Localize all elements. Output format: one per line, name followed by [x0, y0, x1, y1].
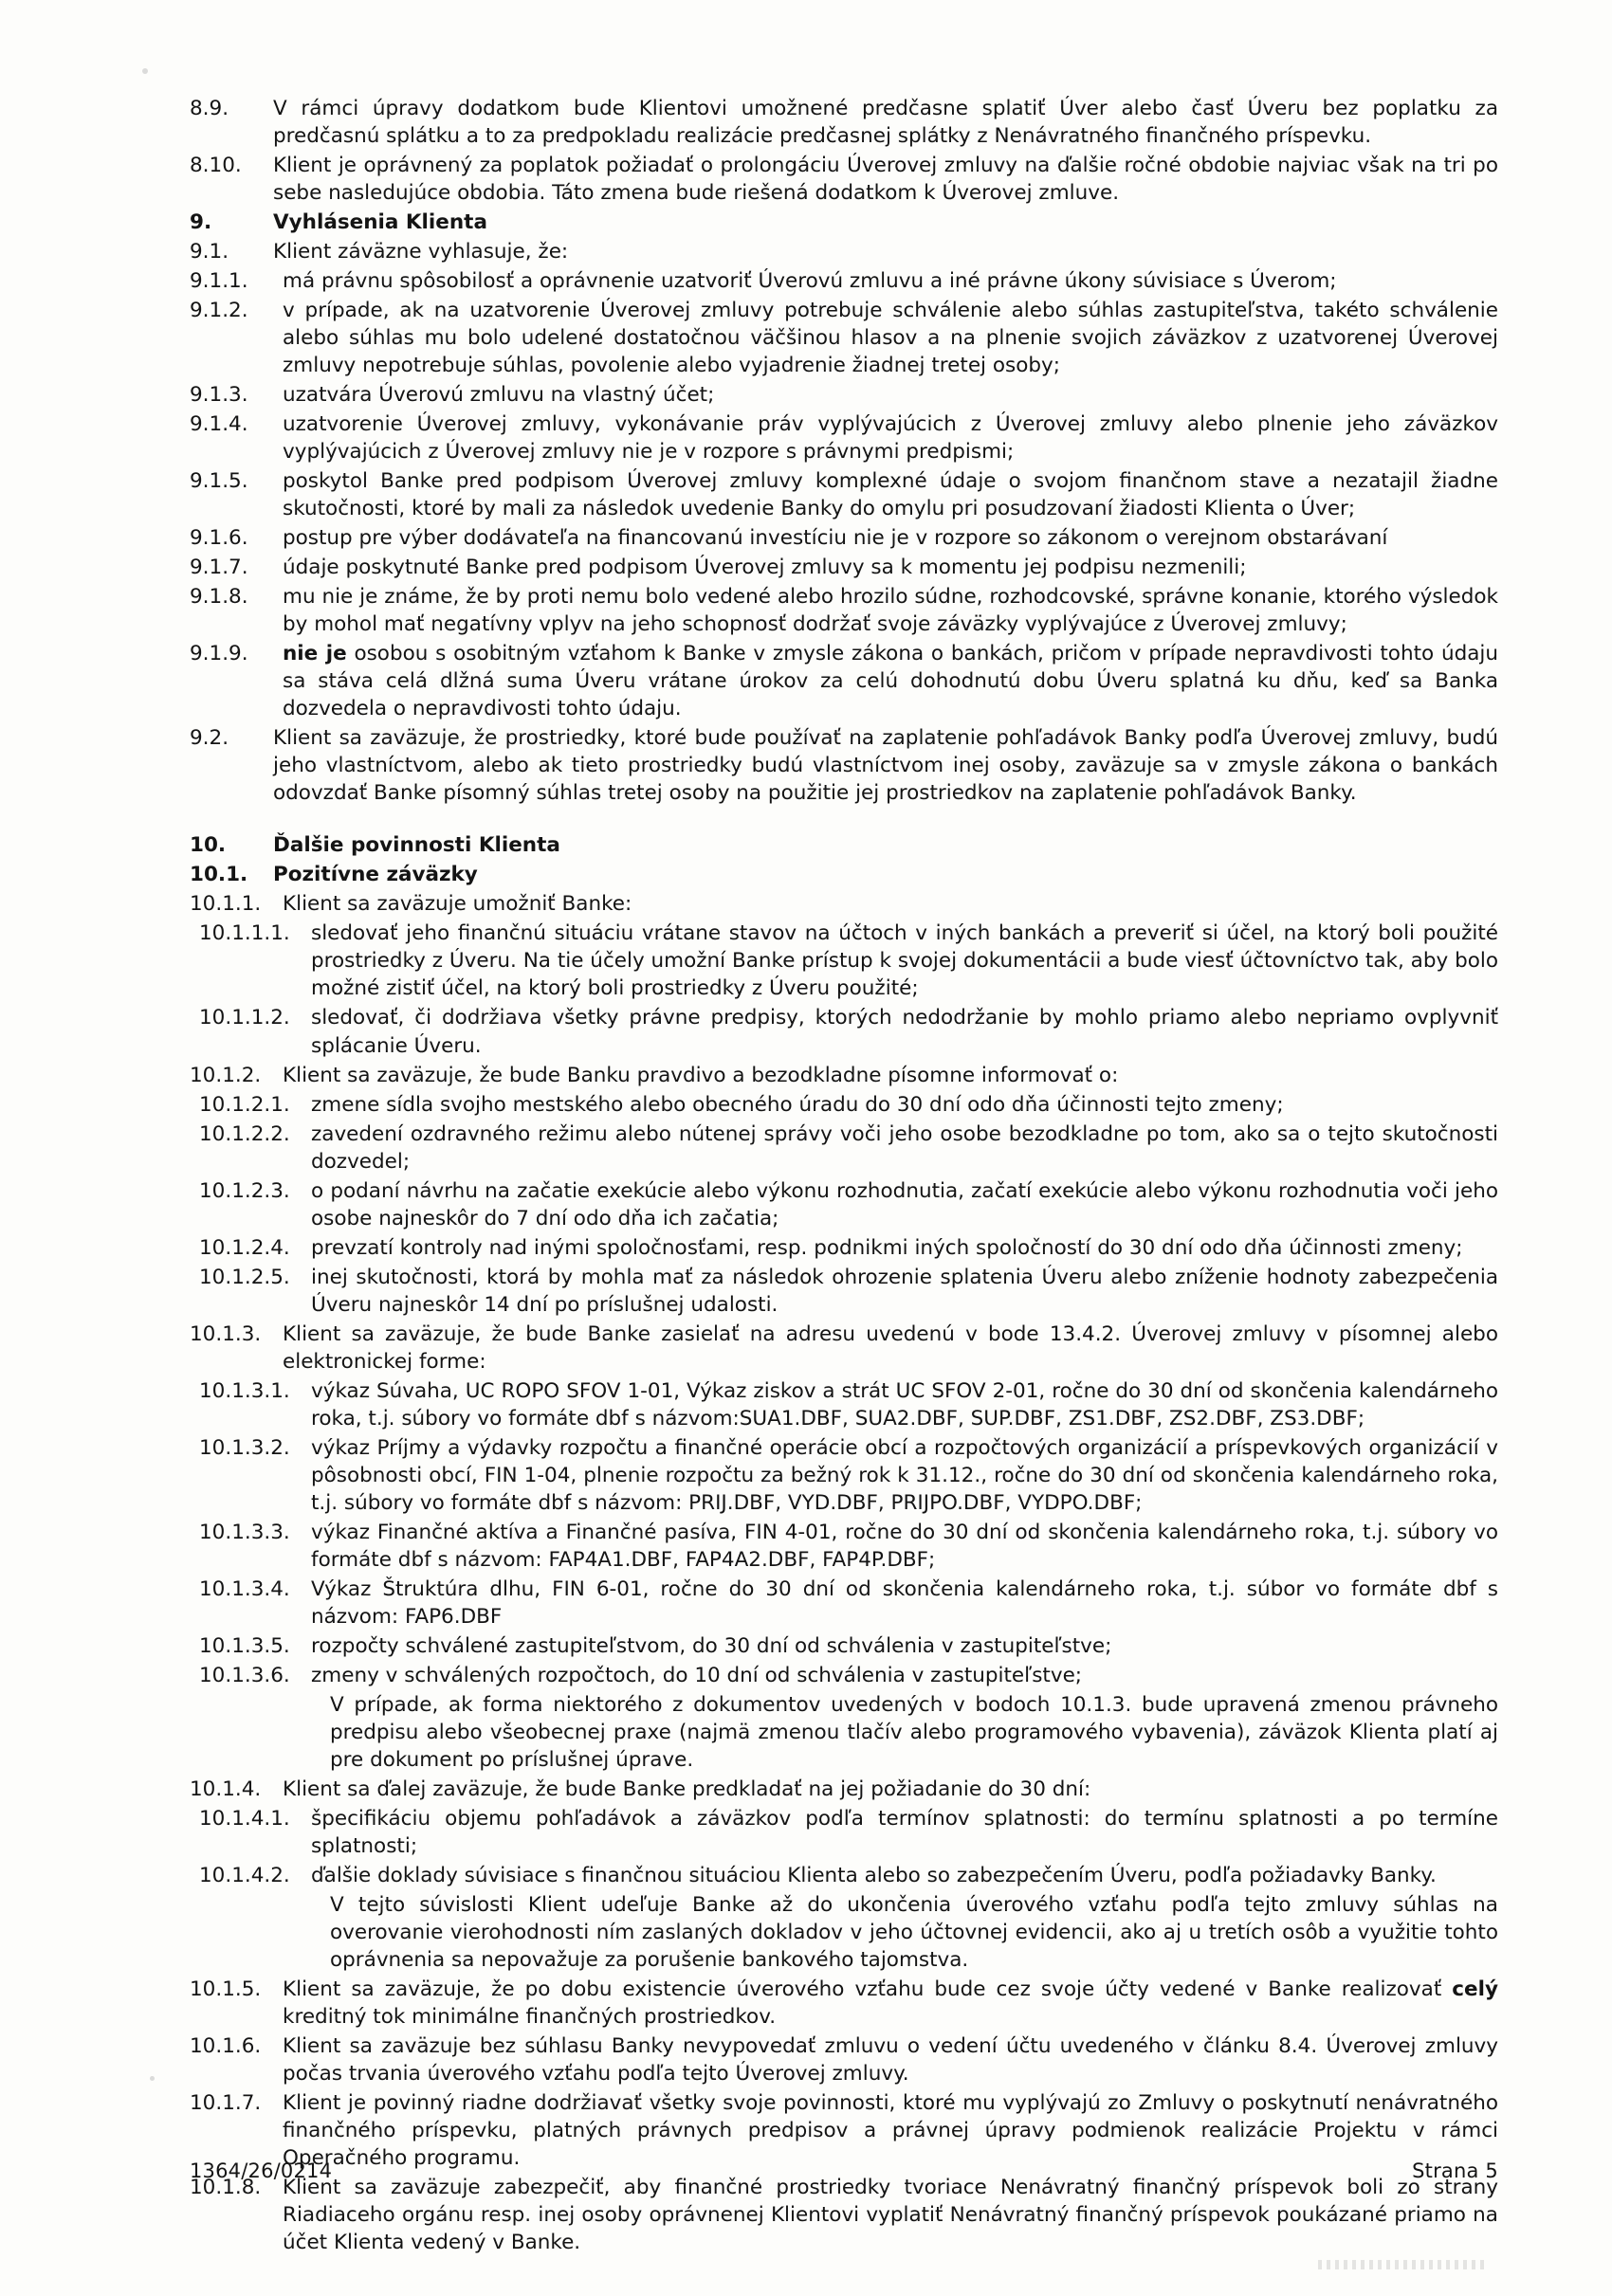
clause-heading — [190, 209, 1498, 236]
footer-document-code: 1364/26/0214 — [190, 2159, 333, 2183]
clause-number: 10.1.1. — [190, 892, 262, 917]
clause-number: 10.1.3.1. — [199, 1378, 290, 1403]
clause-number: 8.9. — [190, 97, 229, 120]
clause-number: 10.1.3. — [190, 1321, 262, 1346]
clause-row — [190, 583, 1498, 638]
clause-row — [199, 1805, 1498, 1860]
clause-text: mu nie je známe, že by proti nemu bolo vedené alebo hrozilo súdne, rozhodcovské, správne konanie, ktorého výsledok by mohol mať negatívny vplyv na jeho schopnosť dodržať svoje záväzky vyplývajúce z Úverovej zmluvy; — [283, 585, 1498, 637]
clause-text: poskytol Banke pred podpisom Úverovej zmluvy komplexné údaje o svojom finančnom stave a nezatajil žiadne skutočnosti, ktoré by mali za následok uvedenie Banky do omylu pri posudzovaní žiadosti Klienta o Úver; — [283, 469, 1498, 521]
clause-row — [190, 890, 1498, 918]
clause-text: V tejto súvislosti Klient udeľuje Banke až do ukončenia úverového vzťahu podľa tejto zmluvy súhlas na overovanie vierohodnosti ním zaslaných dokladov v jeho účtovnej evidencii, ako aj u tretích osôb a využitie tohto oprávnenia sa nepovažuje za porušenie bankového tajomstva. — [330, 1892, 1498, 1972]
clause-row — [199, 1121, 1498, 1175]
clause-text: Klient je oprávnený za poplatok požiadať o prolongáciu Úverovej zmluvy na ďalšie ročné obdobie najviac však na tri po sebe nasledujúce obdobia. Táto zmena bude riešená dodatkom k Úverovej zmluve. — [273, 154, 1498, 206]
clause-number: 10.1.2.5. — [199, 1265, 290, 1289]
clause-row — [190, 467, 1498, 522]
clause-row — [190, 95, 1498, 150]
clause-number: 9.1. — [190, 240, 229, 264]
clause-heading — [190, 831, 1498, 859]
clause-number: 9.1.6. — [190, 526, 248, 551]
clause-number: 10.1.4.1. — [199, 1806, 290, 1831]
scan-speck — [150, 2076, 155, 2081]
clause-number: 9.1.2. — [190, 299, 248, 323]
clause-number: 10.1.3.6. — [199, 1663, 290, 1687]
clause-number: 9. — [190, 210, 212, 235]
clause-number: 10.1. — [190, 863, 248, 887]
clause-number: 10.1.2.3. — [199, 1178, 290, 1203]
clause-text: ďalšie doklady súvisiace s finančnou situáciou Klienta alebo so zabezpečením Úveru, podľa požiadavky Banky. — [311, 1863, 1437, 1887]
clause-text: sledovať jeho finančnú situáciu vrátane stavov na účtoch v iných bankách a preveriť si účel, na ktorý boli použité prostriedky z Úveru. Na tie účely umožní Banke prístup k svojej dokumentácii a bude viesť účtovníctvo tak, aby bolo možné zistiť účel, na ktorý boli prostriedky z Úveru použité; — [311, 921, 1498, 1001]
clause-text: Klient sa zaväzuje, že bude Banku pravdivo a bezodkladne písomne informovať o: — [283, 1063, 1119, 1087]
clause-text: zavedení ozdravného režimu alebo nútenej správy voči jeho osobe bezodkladne po tom, ako sa o tejto skutočnosti dozvedel; — [311, 1121, 1498, 1174]
clause-text: Pozitívne záväzky — [273, 863, 478, 887]
clause-number: 10.1.7. — [190, 2091, 262, 2116]
clause-row — [199, 1576, 1498, 1631]
clause-row — [199, 920, 1498, 1002]
clause-number: 10.1.4.2. — [199, 1863, 290, 1887]
clause-row — [199, 1632, 1498, 1660]
clause-row — [199, 1662, 1498, 1689]
clause-row — [190, 381, 1498, 409]
clause-text: zmene sídla svojho mestského alebo obecného úradu do 30 dní odo dňa účinnosti tejto zmeny; — [311, 1092, 1284, 1117]
clause-text: Klient sa zaväzuje, že bude Banke zasielať na adresu uvedenú v bode 13.4.2. Úverovej zmluvy v písomnej alebo elektronickej forme: — [283, 1321, 1498, 1374]
clause-row — [190, 640, 1498, 722]
clause-number: 9.1.8. — [190, 585, 248, 610]
clause-heading — [190, 861, 1498, 888]
clause-text: Klient sa zaväzuje, že po dobu existencie úverového vzťahu bude cez svoje účty vedené v Banke realizovať celý kreditný tok minimálne finančných prostriedkov. — [283, 1977, 1498, 2030]
clause-continuation — [199, 1691, 1498, 1774]
clause-text: výkaz Finančné aktíva a Finančné pasíva, FIN 4-01, ročne do 30 dní od skončenia kalendárneho roka, t.j. súbory vo formáte dbf s názvom: FAP4A1.DBF, FAP4A2.DBF, FAP4P.DBF; — [311, 1520, 1498, 1572]
clause-number: 10.1.2. — [190, 1063, 262, 1087]
clause-row — [199, 1264, 1498, 1319]
clause-text: výkaz Príjmy a výdavky rozpočtu a finančné operácie obcí a rozpočtových organizácií a príspevkových organizácií v pôsobnosti obcí, FIN 1-04, plnenie rozpočtu za bežný rok k 31.12., ročne do 30 dní od skončenia kalendárneho roka, t.j. súbory vo formáte dbf s názvom: PRIJ.DBF, VYD.DBF, PRIJPO.DBF, VYDPO.DBF; — [311, 1435, 1498, 1515]
clause-number: 10.1.1.1. — [199, 921, 290, 946]
footer-page-number: Strana 5 — [1412, 2159, 1498, 2183]
page-footer — [190, 2159, 1498, 2182]
clause-number: 10.1.2.4. — [199, 1235, 290, 1260]
clause-row — [199, 1862, 1498, 1889]
clause-text: Výkaz Štruktúra dlhu, FIN 6-01, ročne do 30 dní od skončenia kalendárneho roka, t.j. súbor vo formáte dbf s názvom: FAP6.DBF — [311, 1576, 1498, 1629]
clause-row — [190, 1062, 1498, 1089]
clause-number: 10.1.3.5. — [199, 1633, 290, 1658]
clause-row — [190, 1976, 1498, 2031]
clause-number: 10.1.3.4. — [199, 1576, 290, 1601]
clause-text: postup pre výber dodávateľa na financovanú investíciu nie je v rozpore so zákonom o verejnom obstarávaní — [283, 526, 1388, 551]
clause-row — [190, 554, 1498, 581]
clause-number: 9.1.4. — [190, 412, 248, 437]
clause-text: V rámci úpravy dodatkom bude Klientovi umožnené predčasne splatiť Úver alebo časť Úveru bez poplatku za predčasnú splátku a to za predpokladu realizácie predčasnej splátky z Nenávratného finančného príspevku. — [273, 97, 1498, 149]
clause-text: zmeny v schválených rozpočtoch, do 10 dní od schválenia v zastupiteľstve; — [311, 1663, 1083, 1687]
clause-text: uzatvorenie Úverovej zmluvy, vykonávanie práv vyplývajúcich z Úverovej zmluvy alebo plnenie jeho záväzkov vyplývajúcich z Úverovej zmluvy nie je v rozpore s právnymi predpismi; — [283, 412, 1498, 465]
clause-list — [190, 95, 1498, 2256]
clause-row — [190, 1776, 1498, 1803]
clause-text: v prípade, ak na uzatvorenie Úverovej zmluvy potrebuje schválenie alebo súhlas zastupiteľstva, takéto schválenie alebo súhlas mu bolo udelené dostatočnou väčšinou hlasov a na plnenie svojich záväzkov z uzatvorenej Úverovej zmluvy nepotrebuje súhlas, povolenie alebo vyjadrenie žiadnej tretej osoby; — [283, 299, 1498, 378]
clause-text: údaje poskytnuté Banke pred podpisom Úverovej zmluvy sa k momentu jej podpisu nezmenili; — [283, 556, 1247, 580]
clause-row — [190, 1321, 1498, 1376]
clause-text: uzatvára Úverovú zmluvu na vlastný účet; — [283, 383, 715, 408]
clause-number: 10.1.3.3. — [199, 1520, 290, 1544]
clause-continuation — [199, 1891, 1498, 1974]
clause-text: o podaní návrhu na začatie exekúcie alebo výkonu rozhodnutia, začatí exekúcie alebo výkonu rozhodnutia voči jeho osobe najneskôr do 7 dní odo dňa ich začatia; — [311, 1178, 1498, 1230]
clause-text: špecifikáciu objemu pohľadávok a záväzkov podľa termínov splatnosti: do termínu splatnosti a po termíne splatnosti; — [311, 1806, 1498, 1858]
clause-row — [199, 1377, 1498, 1432]
clause-number: 10.1.6. — [190, 2034, 262, 2059]
clause-text: Klient sa zaväzuje umožniť Banke: — [283, 892, 632, 917]
clause-text: prevzatí kontroly nad inými spoločnosťami, resp. podnikmi iných spoločností do 30 dní odo dňa účinnosti zmeny; — [311, 1235, 1463, 1260]
clause-row — [190, 238, 1498, 265]
clause-row — [190, 724, 1498, 807]
clause-row — [190, 2032, 1498, 2087]
clause-text: má právnu spôsobilosť a oprávnenie uzatvoriť Úverovú zmluvu a iné právne úkony súvisiace s Úverom; — [283, 269, 1337, 294]
clause-text: Ďalšie povinnosti Klienta — [273, 833, 560, 858]
clause-row — [190, 152, 1498, 207]
clause-text: Klient je povinný riadne dodržiavať všetky svoje povinnosti, ktoré mu vyplývajú zo Zmluvy o poskytnutí nenávratného finančného príspevku, platných právnych predpisov a právnej úpravy podmienok realizácie Projektu v rámci Operačného programu. — [283, 2091, 1498, 2171]
clause-row — [199, 1234, 1498, 1262]
clause-text: rozpočty schválené zastupiteľstvom, do 30 dní od schválenia v zastupiteľstve; — [311, 1633, 1112, 1658]
clause-row — [199, 1519, 1498, 1574]
section-spacer — [190, 809, 1498, 831]
clause-row — [190, 410, 1498, 465]
clause-text: Klient sa zaväzuje, že prostriedky, ktoré bude používať na zaplatenie pohľadávok Banky podľa Úverovej zmluvy, budú jeho vlastníctvom, alebo ak tieto prostriedky budú vlastníctvom inej osoby, zaväzuje sa v zmysle zákona o bankách odovzdať Banke písomný súhlas tretej osoby na použitie jej prostriedkov na zaplatenie pohľadávok Banky. — [273, 726, 1498, 806]
clause-number: 9.1.3. — [190, 383, 248, 408]
clause-number: 10.1.5. — [190, 1977, 262, 2002]
clause-number: 9.1.7. — [190, 556, 248, 580]
clause-number: 10.1.4. — [190, 1777, 262, 1801]
clause-number: 10.1.3.2. — [199, 1435, 290, 1460]
clause-number: 9.1.9. — [190, 642, 248, 666]
clause-row — [199, 1004, 1498, 1059]
clause-number: 10.1.1.2. — [199, 1006, 290, 1030]
clause-row — [190, 267, 1498, 295]
clause-row — [190, 524, 1498, 552]
clause-number: 9.1.1. — [190, 269, 248, 294]
scan-speck — [142, 68, 148, 74]
scan-artifact — [1318, 2260, 1489, 2269]
clause-text: inej skutočnosti, ktorá by mohla mať za následok ohrozenie splatenia Úveru alebo zníženie hodnoty zabezpečenia Úveru najneskôr 14 dní po príslušnej udalosti. — [311, 1265, 1498, 1317]
clause-row — [199, 1091, 1498, 1119]
clause-text: Klient sa zaväzuje bez súhlasu Banky nevypovedať zmluvu o vedení účtu uvedeného v článku 8.4. Úverovej zmluvy počas trvania úverového vzťahu podľa tejto Úverovej zmluvy. — [283, 2034, 1498, 2086]
clause-number: 10.1.2.2. — [199, 1121, 290, 1146]
clause-text: V prípade, ak forma niektorého z dokumentov uvedených v bodoch 10.1.3. bude upravená zmenou právneho predpisu alebo všeobecnej praxe (najmä zmenou tlačív alebo programového vybavenia), záväzok Klienta platí aj pre dokument po príslušnej úprave. — [330, 1692, 1498, 1772]
clause-text: výkaz Súvaha, UC ROPO SFOV 1-01, Výkaz ziskov a strát UC SFOV 2-01, ročne do 30 dní od skončenia kalendárneho roka, t.j. súbory vo formáte dbf s názvom:SUA1.DBF, SUA2.DBF, SUP.DBF, ZS1.DBF, ZS2.DBF, ZS3.DBF; — [311, 1378, 1498, 1430]
clause-number: 10.1.2.1. — [199, 1092, 290, 1117]
clause-number: 9.1.5. — [190, 469, 248, 494]
clause-text: Klient záväzne vyhlasuje, že: — [273, 240, 569, 264]
clause-text: nie je osobou s osobitným vzťahom k Banke v zmysle zákona o bankách, pričom v prípade nepravdivosti tohto údaju sa stáva celá dlžná suma Úveru vrátane úrokov za celú dohodnutú dobu Úveru splatná ku dňu, keď sa Banka dozvedela o nepravdivosti tohto údaju. — [283, 642, 1498, 721]
clause-text: Vyhlásenia Klienta — [273, 210, 487, 235]
clause-row — [199, 1434, 1498, 1517]
clause-number: 10.1.8. — [190, 2176, 262, 2200]
clause-text: Klient sa zaväzuje zabezpečiť, aby finančné prostriedky tvoriace Nenávratný finančný príspevok boli zo strany Riadiaceho orgánu resp. inej osoby oprávnenej Klientovi vyplatiť Nenávratný finančný príspevok poukázané priamo na účet Klienta vedený v Banke. — [283, 2176, 1498, 2255]
clause-number: 9.2. — [190, 726, 229, 751]
clause-row — [190, 297, 1498, 379]
clause-number: 10. — [190, 833, 227, 858]
clause-row — [190, 2174, 1498, 2256]
clause-number: 8.10. — [190, 154, 242, 178]
clause-text: Klient sa ďalej zaväzuje, že bude Banke predkladať na jej požiadanie do 30 dní: — [283, 1777, 1091, 1801]
clause-row — [199, 1177, 1498, 1232]
clause-text: sledovať, či dodržiava všetky právne predpisy, ktorých nedodržanie by mohlo priamo alebo nepriamo ovplyvniť splácanie Úveru. — [311, 1006, 1498, 1058]
